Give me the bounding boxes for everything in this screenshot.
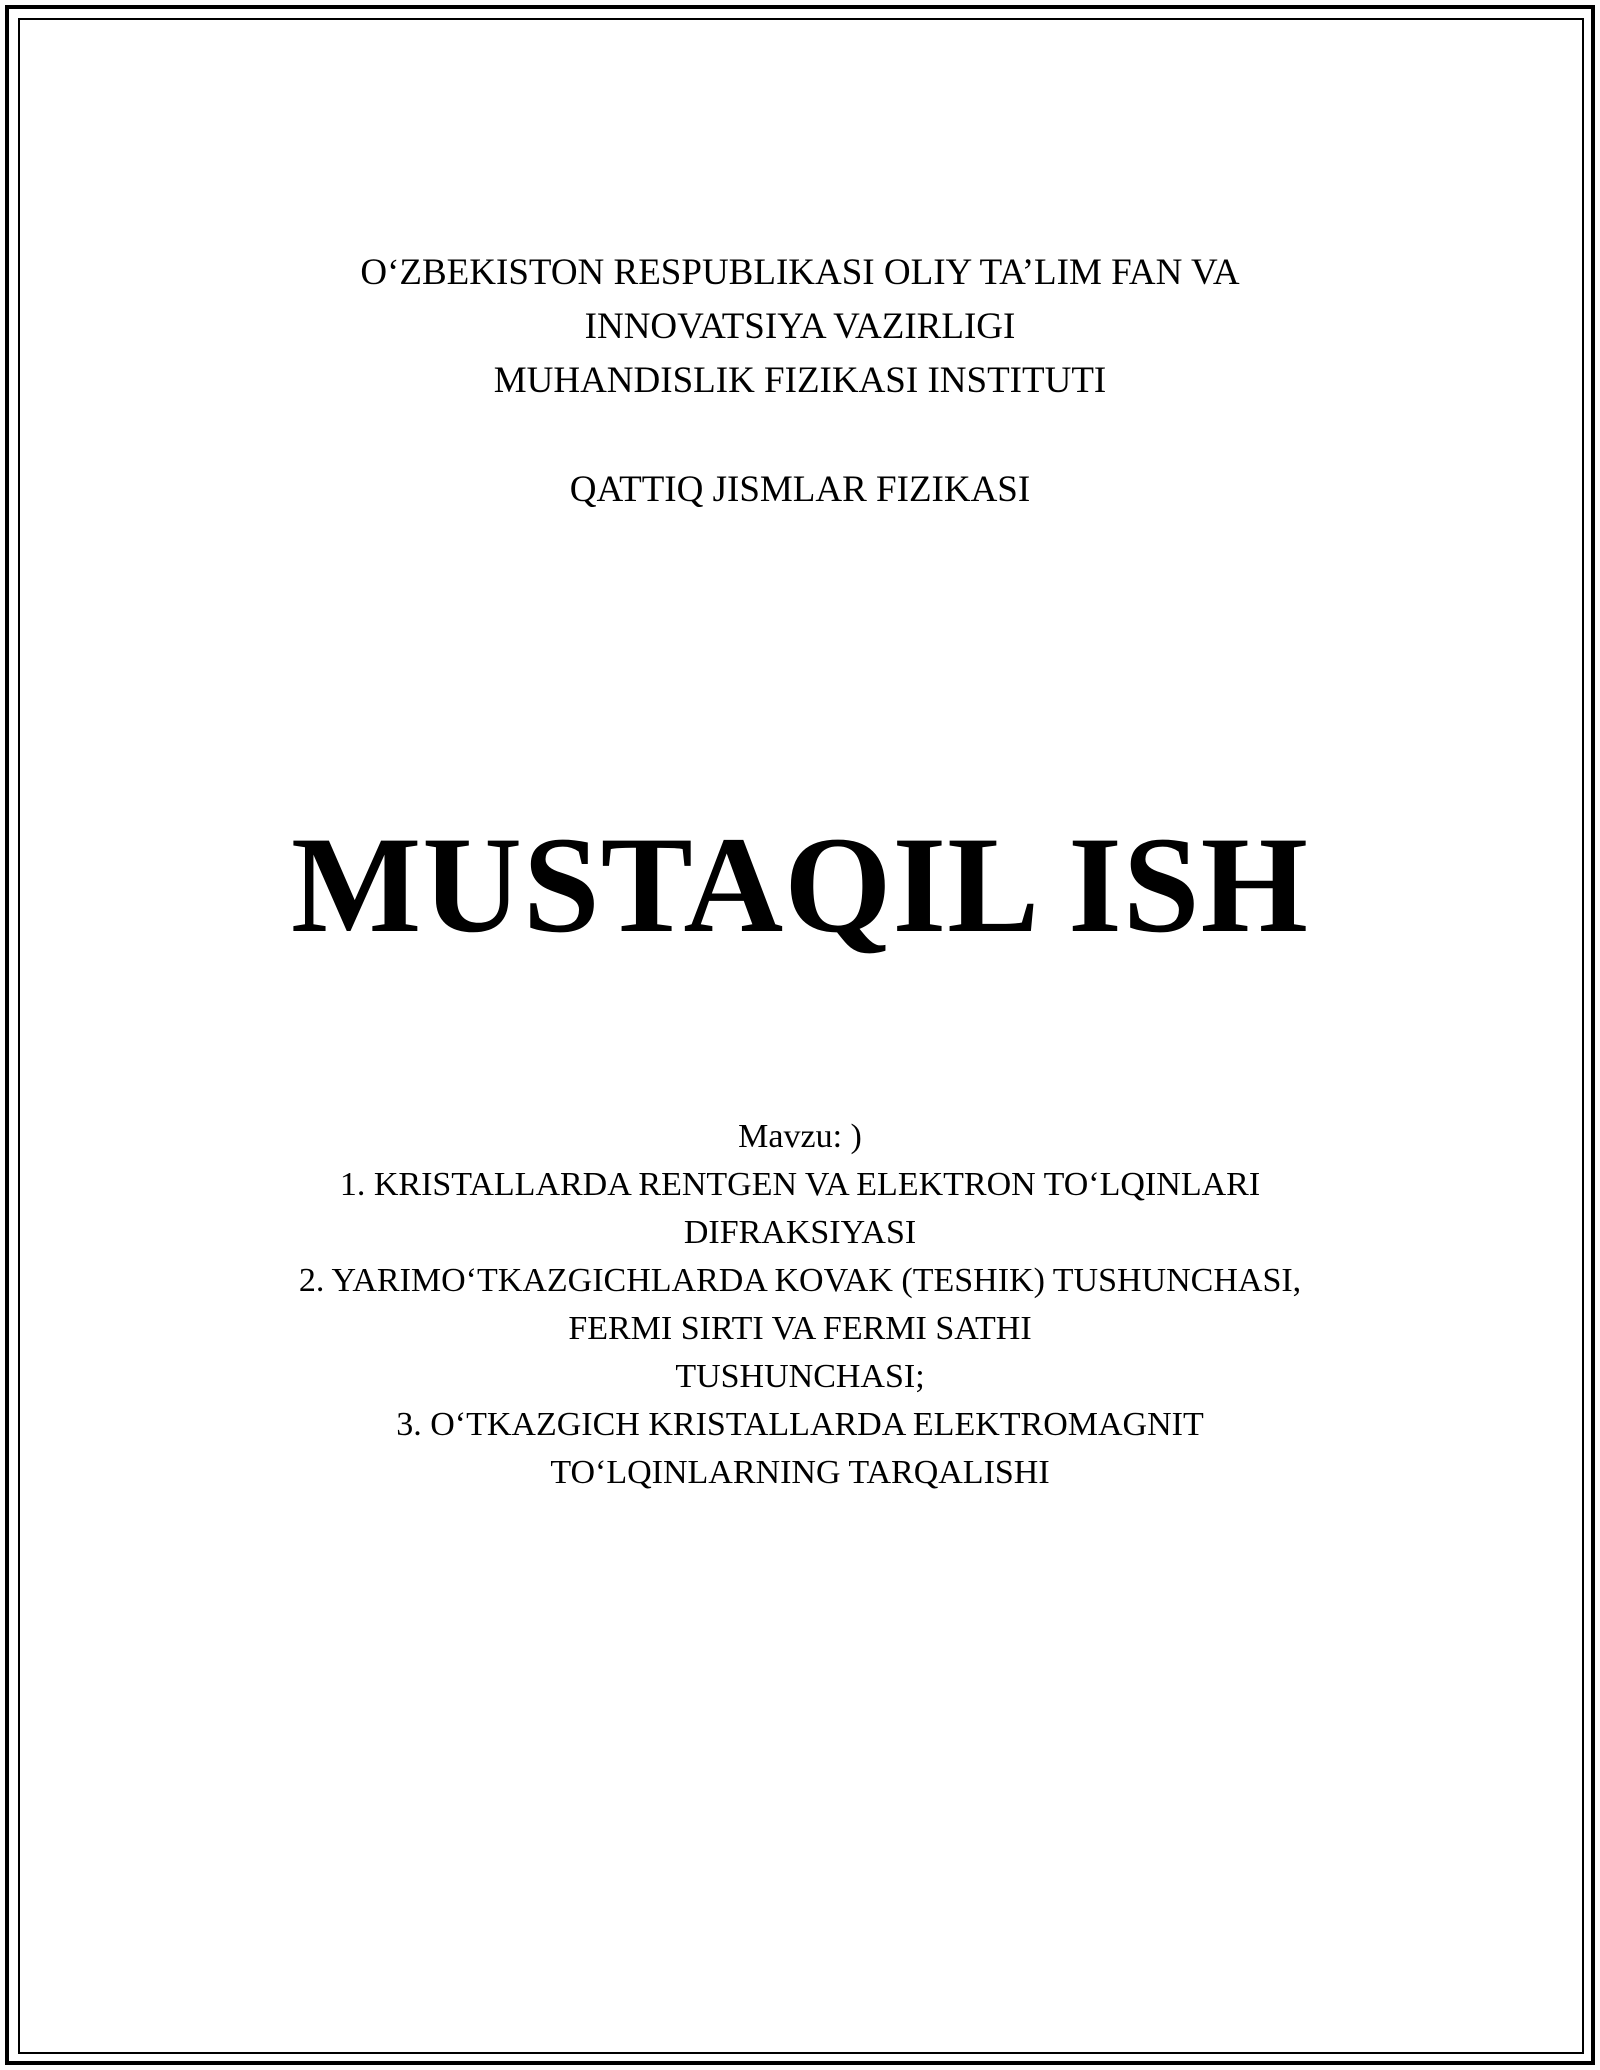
topic-line: TUSHUNCHASI;	[675, 1358, 925, 1395]
topic-line: TO‘LQINLARNING TARQALISHI	[550, 1454, 1050, 1491]
header-line: MUHANDISLIK FIZIKASI INSTITUTI	[493, 360, 1107, 401]
document-title: MUSTAQIL ISH	[291, 808, 1309, 961]
header-line: INNOVATSIYA VAZIRLIGI	[584, 306, 1016, 347]
topic-line: 2. YARIMO‘TKAZGICHLARDA KOVAK (TESHIK) TUSHUNCHASI,	[298, 1262, 1302, 1299]
topics-section	[0, 1113, 1600, 1497]
topics-label: Mavzu: )	[738, 1118, 862, 1155]
header-line: O‘ZBEKISTON RESPUBLIKASI OLIY TA’LIM FAN VA	[360, 252, 1240, 293]
topic-line: 1. KRISTALLARDA RENTGEN VA ELEKTRON TO‘LQINLARI	[339, 1166, 1261, 1203]
topic-line: 3. O‘TKAZGICH KRISTALLARDA ELEKTROMAGNIT	[396, 1406, 1204, 1443]
institution-header	[0, 246, 1600, 408]
subject-name: QATTIQ JISMLAR FIZIKASI	[569, 469, 1031, 510]
topic-line: FERMI SIRTI VA FERMI SATHI	[568, 1310, 1032, 1347]
topic-line: DIFRAKSIYASI	[683, 1214, 917, 1251]
